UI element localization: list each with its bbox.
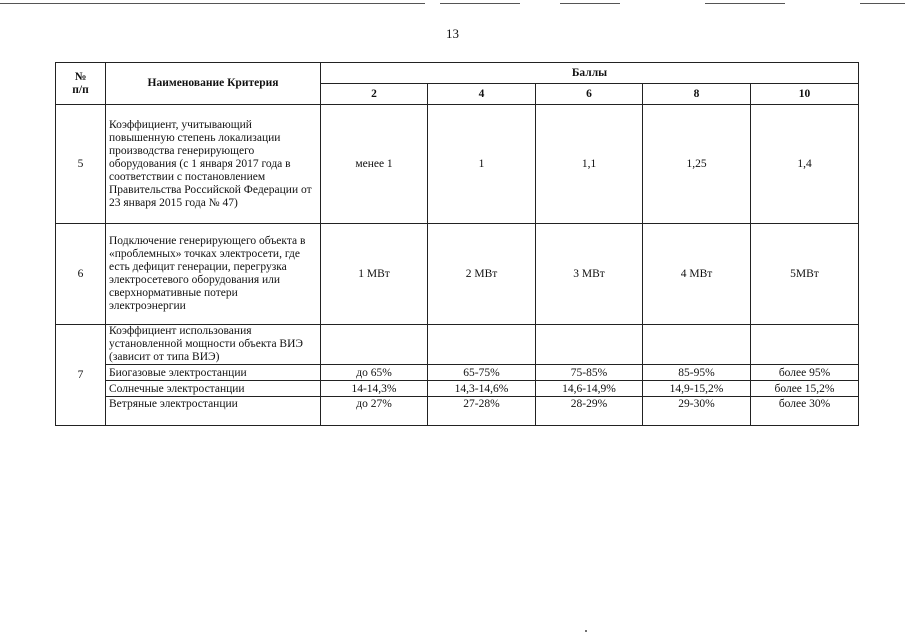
value-cell: 3 МВт	[536, 224, 643, 325]
header-points-10: 10	[751, 84, 859, 105]
table-subrow	[56, 381, 859, 397]
value-cell	[643, 325, 751, 365]
value-cell: 65-75%	[428, 365, 536, 381]
table-row	[56, 224, 859, 325]
header-points: Баллы	[321, 63, 859, 84]
page-number: 13	[446, 26, 459, 41]
value-cell: 1	[428, 105, 536, 224]
criteria-table	[55, 62, 859, 426]
scan-speck	[585, 630, 587, 632]
value-cell: до 65%	[321, 365, 428, 381]
value-cell	[321, 325, 428, 365]
top-rule	[705, 3, 785, 4]
criterion-name: Подключение генерирующего объекта в «проблемных» точках электросети, где есть дефицит генерации, перегрузка электросетевого оборудования или сверхнормативные потери электроэнергии	[106, 224, 321, 325]
header-points-2: 2	[321, 84, 428, 105]
table-subrow	[56, 397, 859, 426]
value-cell	[428, 325, 536, 365]
value-cell: 2 МВт	[428, 224, 536, 325]
value-cell: 1,1	[536, 105, 643, 224]
top-rule	[0, 3, 425, 4]
top-rule	[440, 3, 520, 4]
plant-type: Солнечные электростанции	[106, 381, 321, 397]
value-cell: 4 МВт	[643, 224, 751, 325]
top-rule	[560, 3, 620, 4]
value-cell: 14,3-14,6%	[428, 381, 536, 397]
row-number: 7	[56, 325, 106, 426]
row-number: 6	[56, 224, 106, 325]
value-cell: 14-14,3%	[321, 381, 428, 397]
value-cell: 14,9-15,2%	[643, 381, 751, 397]
value-cell	[536, 325, 643, 365]
value-cell: 27-28%	[428, 397, 536, 426]
value-cell: 28-29%	[536, 397, 643, 426]
header-points-6: 6	[536, 84, 643, 105]
value-cell: 85-95%	[643, 365, 751, 381]
header-number-label: № п/п	[72, 70, 89, 96]
header-number	[56, 63, 106, 105]
criterion-name: Коэффициент, учитывающий повышенную степень локализации производства генерирующего оборудования (с 1 января 2017 года в соответствии с постановлением Правительства Российской Федерации от 23 января 2015 года № 47)	[106, 105, 321, 224]
table-subrow	[56, 365, 859, 381]
table-row	[56, 105, 859, 224]
value-cell: 75-85%	[536, 365, 643, 381]
value-cell	[751, 325, 859, 365]
value-cell: до 27%	[321, 397, 428, 426]
header-points-4: 4	[428, 84, 536, 105]
value-cell: 5МВт	[751, 224, 859, 325]
header-criterion-name: Наименование Критерия	[106, 63, 321, 105]
row-number: 5	[56, 105, 106, 224]
header-points-8: 8	[643, 84, 751, 105]
criterion-name: Коэффициент использования установленной мощности объекта ВИЭ (зависит от типа ВИЭ)	[106, 325, 321, 365]
value-cell: 1,25	[643, 105, 751, 224]
value-cell: менее 1	[321, 105, 428, 224]
value-cell: 14,6-14,9%	[536, 381, 643, 397]
value-cell: более 30%	[751, 397, 859, 426]
plant-type: Биогазовые электростанции	[106, 365, 321, 381]
top-rule	[860, 3, 905, 4]
value-cell: 29-30%	[643, 397, 751, 426]
value-cell: более 15,2%	[751, 381, 859, 397]
value-cell: более 95%	[751, 365, 859, 381]
value-cell: 1,4	[751, 105, 859, 224]
value-cell: 1 МВт	[321, 224, 428, 325]
table-row	[56, 325, 859, 365]
plant-type: Ветряные электростанции	[106, 397, 321, 426]
